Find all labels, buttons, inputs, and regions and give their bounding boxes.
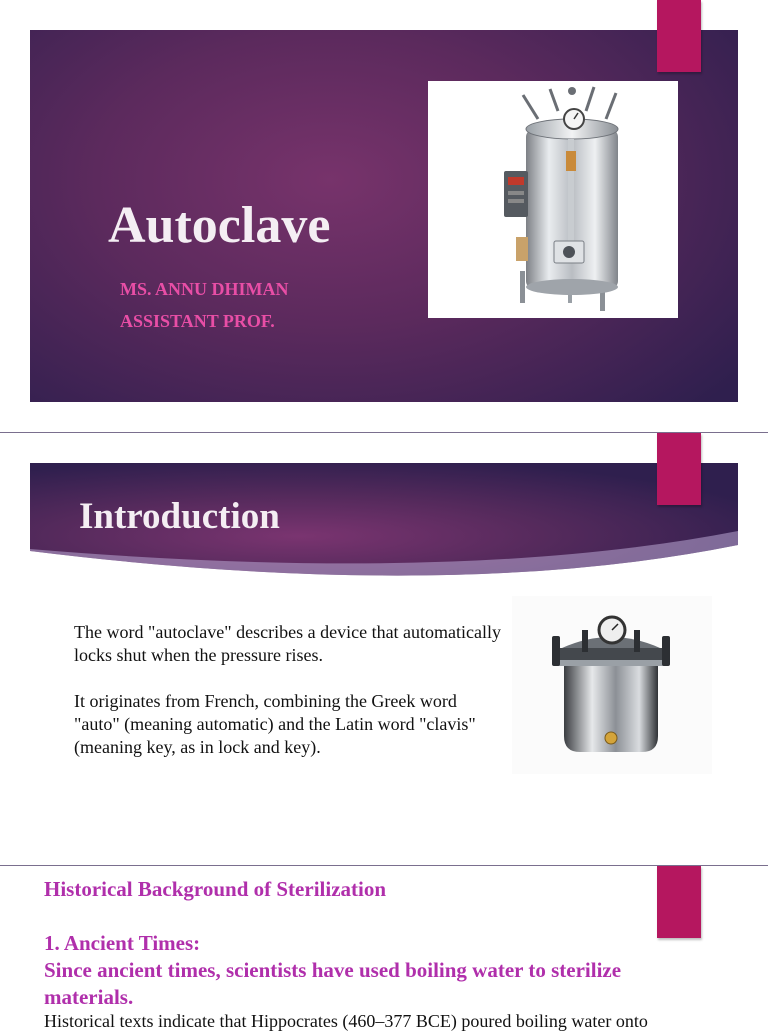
author-name: MS. ANNU DHIMAN: [120, 279, 289, 299]
title-slide: [0, 0, 768, 432]
autoclave-illustration: [428, 81, 678, 318]
vertical-autoclave-photo: [428, 81, 678, 318]
accent-tab: [657, 0, 701, 72]
accent-tab: [657, 866, 701, 938]
history-slide: [0, 866, 768, 1031]
subsection-lead: Since ancient times, scientists have used boiling water to sterilize materials.: [44, 958, 622, 1009]
intro-paragraph: It originates from French, combining the Greek word "auto" (meaning automatic) and the Latin word "clavis" (meaning key, as in lock and key).: [74, 691, 476, 757]
accent-tab: [657, 433, 701, 505]
author-role: ASSISTANT PROF.: [120, 311, 275, 331]
section-heading: Historical Background of Sterilization: [44, 877, 387, 901]
body-text: Historical texts indicate that Hippocrates (460–377 BCE) poured boiling water onto: [44, 1011, 648, 1031]
intro-body: [74, 621, 504, 782]
introduction-slide: [0, 433, 768, 865]
slide-title: Autoclave: [108, 197, 331, 254]
subsection-block: [44, 930, 704, 1011]
pressure-cooker-illustration: [512, 596, 712, 774]
subsection-heading: 1. Ancient Times:: [44, 931, 201, 955]
slide-title: Introduction: [79, 496, 280, 537]
intro-paragraph: The word "autoclave" describes a device that automatically locks shut when the pressure rises.: [74, 622, 502, 665]
portable-autoclave-photo: [512, 596, 712, 774]
